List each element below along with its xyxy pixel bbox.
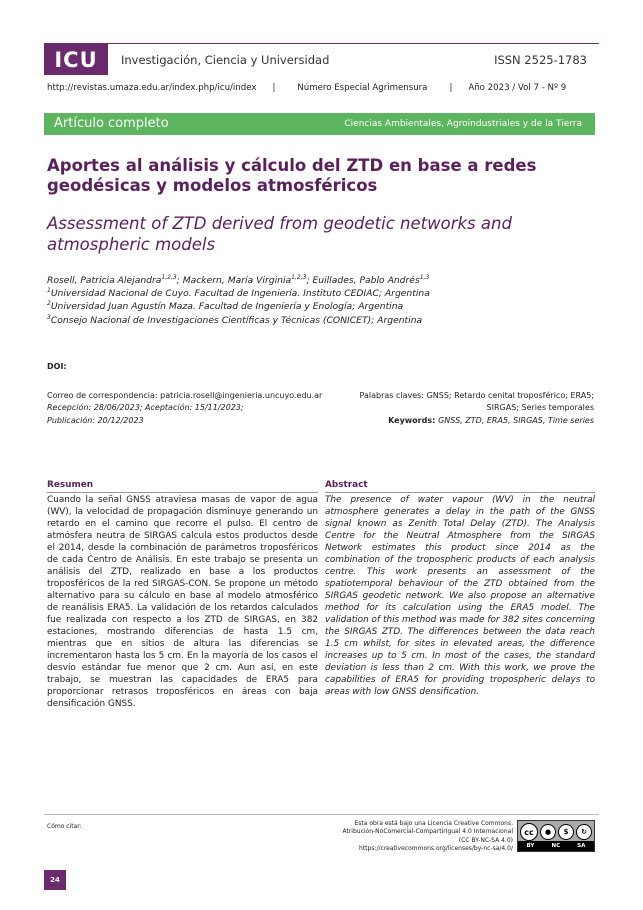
journal-info-line: http://revistas.umaza.edu.ar/index.php/icu/index | Número Especial Agrimensura | Año 2023 / Vol 7 - Nº 9 (47, 83, 567, 93)
keywords-block (334, 390, 594, 427)
abstract-heading: Abstract (325, 479, 595, 493)
subject-area: Ciencias Ambientales, Agroindustriales y de la Tierra (344, 119, 582, 129)
person-icon: ● (540, 824, 556, 840)
author-list: Rosell, Patricia Alejandra$^{1,2,3}$; Mackern, María Virginia$^{1,2,3}$; Euillades, Pablo Andrés$^{1,3}$ (47, 273, 430, 286)
title-spanish: Aportes al análisis y cálculo del ZTD en base a redes geodésicas y modelos atmosféricos (47, 156, 537, 195)
correspondence-label: Correo de correspondencia: (47, 391, 161, 400)
resumen-text: Cuando la señal GNSS atraviesa masas de vapor de agua (WV), la velocidad de propagación disminuye generando un retardo en el camino que recorre el pulso. El centro de atmósfera neutra de SIRGAS calcula estos productos desde el 2014, desde la combinación de parámetros troposféricos de cada Centro de Análisis. En este trabajo se presenta un análisis del ZTD, realizado en base a los productos troposféricos de la red SIRGAS-CON. Se propone un método alternativo para su cálculo en base al modelo atmosférico de reanálisis ERA5. La validación de los retardos calculados fue realizada con respecto a los ZTD de SIRGAS, en 382 estaciones, mostrando diferencias de hasta 1.5 cm, mientras que en sitios de altura las diferencias se incrementaron hasta los 5 cm. En la mayoría de los casos el desvío estándar fue menor que 2 cm. Aun así, en este trabajo, se muestran las capacidades de ERA5 para proporcionar retrasos troposféricos en áreas con baja densificación GNSS. (47, 495, 318, 709)
keywords-es-line1: GNSS; Retardo cenital troposférico; ERA5; (426, 391, 594, 400)
non-commercial-icon: $ (558, 824, 574, 840)
authors-block (47, 274, 602, 327)
license-text: Esta obra está bajo una Licencia Creative Commons. Atribución-NoComercial-CompartirIgual 4.0 Internacional (CC BY-NC-SA 4.0) https://creativecommons.org/licenses/by-nc-sa/4.0/ (293, 820, 513, 853)
header-rule (44, 43, 599, 44)
resumen-section (47, 479, 318, 710)
journal-logo: ICU (44, 44, 108, 75)
keywords-es-line2: SIRGAS; Series temporales (486, 403, 594, 413)
published-date: Publicación: 20/12/2023 (47, 415, 144, 425)
cc-sa-label: SA (577, 843, 586, 849)
resumen-heading: Resumen (47, 479, 318, 493)
cc-nc-label: NC (551, 843, 561, 849)
keywords-en-label: Keywords: (388, 415, 439, 425)
page-number: 24 (44, 870, 66, 890)
cc-icon: cc (520, 823, 538, 841)
abstract-text: The presence of water vapour (WV) in the neutral atmosphere generates a delay in the path of the GNSS signal known as Zenith Total Delay (ZTD). The Analysis Centre for the Neutral Atmosphere from the SIRGAS Network estimates this product since 2014 as the combination of the tropospheric products of each analysis centre. This work presents an assessment of the spatiotemporal behaviour of the ZTD obtained from the SIRGAS geodetic network. We also propose an alternative method for its calculation using the ERA5 model. The validation of this method was made for 382 sites concerning the SIRGAS ZTD. The differences between the data reach 1.5 cm whilst, for sites in elevated areas, the difference increases up to 5 cm. In most of the cases, the standard deviation is less than 2 cm. With this work, we prove the capabilities of ERA5 for providing tropospheric delays to areas with low GNSS densification. (325, 495, 595, 697)
cite-label: Cómo citar: (47, 823, 82, 830)
year-volume: Año 2023 / Vol 7 - Nº 9 (468, 83, 567, 93)
keywords-en: GNSS, ZTD, ERA5, SIRGAS, Time series (438, 415, 594, 425)
abstract-section (325, 479, 595, 698)
article-type: Artículo completo (54, 116, 169, 131)
journal-url[interactable]: http://revistas.umaza.edu.ar/index.php/icu/index (47, 83, 257, 93)
issn: ISSN 2525-1783 (494, 53, 587, 67)
affiliation-2: $^2$Universidad Juan Agustín Maza. Facultad de Ingeniería y Enología; Argentina (47, 300, 404, 313)
title-english: Assessment of ZTD derived from geodetic networks and atmospheric models (47, 214, 512, 254)
journal-title: Investigación, Ciencia y Universidad (121, 53, 330, 67)
affiliation-1: $^1$Universidad Nacional de Cuyo. Facultad de Ingeniería. Instituto CEDIAC; Argentina (47, 287, 430, 300)
article-type-banner (44, 113, 595, 135)
correspondence-block (47, 390, 322, 427)
correspondence-email[interactable]: patricia.rosell@ingenieria.uncuyo.edu.ar (160, 391, 323, 400)
cc-license-badge[interactable] (517, 820, 595, 852)
received-dates: Recepción: 28/06/2023; Aceptación: 15/11/2023; (47, 403, 244, 413)
share-alike-icon: ↻ (576, 824, 592, 840)
license-link[interactable]: https://creativecommons.org/licenses/by-nc-sa/4.0/ (359, 844, 513, 852)
special-issue: Número Especial Agrimensura (297, 83, 428, 93)
keywords-es-label: Palabras claves: (359, 391, 427, 400)
cc-by-label: BY (526, 843, 535, 849)
footer-rule (44, 814, 599, 815)
doi-label: DOI: (47, 362, 67, 371)
affiliation-3: $^3$Consejo Nacional de Investigaciones Científicas y Técnicas (CONICET); Argentina (47, 313, 423, 326)
